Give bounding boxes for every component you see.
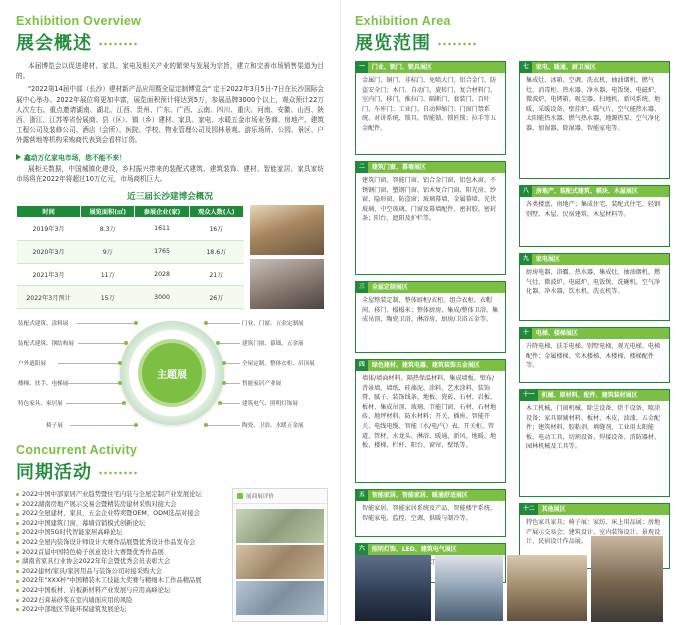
bullet-icon: [16, 532, 19, 535]
header-area: 展览面积(㎡): [81, 206, 135, 218]
list-item: 2022中国板材、岩板新材料产业发展与应用高峰论坛: [16, 586, 228, 596]
theme-label-right: 陶瓷、卫浴、水暖五金展: [242, 423, 304, 430]
stats-table: [16, 205, 244, 309]
scope-box: 二 建筑门窗、幕墙展区 建筑门窗、智能门窗、铝合金门窗、铝包木窗、不锈钢门窗、塑钢门窗、铝木复合门窗、阳光房、纱窗、隐形窗、防盗窗；玻璃幕墙、金属幕墙、光伏玻璃、中空玻璃、门窗及幕墙配件、密封胶、密封条；阳台、遮阳及护栏等。: [355, 161, 506, 275]
list-item: 湖南省家具行业协会2022年年会暨优秀会员表彰大会: [16, 557, 228, 567]
concurrent-title-cn: 同期活动: [16, 458, 324, 484]
theme-label-right: 智能家居产业展: [242, 381, 282, 388]
list-item: 2022石膏基砂浆在室内墙面应用的风险: [16, 596, 228, 606]
overview-title-en: Exhibition Overview: [16, 14, 142, 28]
bullet-icon: [16, 493, 19, 496]
stats-table-title: 近三届长沙建博会概况: [127, 192, 213, 203]
phone-header: 展商展评价: [233, 489, 327, 504]
exhibition-photo: [250, 205, 324, 255]
theme-center: 主题展: [142, 343, 202, 403]
header-visitors: 观众人数(人): [189, 206, 243, 218]
overview-paragraph-3: 展柜关数据，中国城镇化建设，乡村振兴带来的装配式建筑、建筑装饰、建材、智能家居、家具家纺市场将在2022年将超过10万亿元，市场商机巨大。: [16, 164, 324, 183]
scope-box: 七 家电、暖通、厨卫展区 集成灶、冰箱、空调、洗衣机、抽油烟机、燃气灶、消毒柜、热水器、净水器、电饭煲、电磁炉、微波炉、电烤箱、吸尘器、扫地机、新风系统、地暖、采暖设备、壁挂炉、暖气片、空气能热水器、太阳能热水器、燃气热水器、地源热泵、空气净化器、加湿器、除湿器、智能家电等。: [519, 61, 670, 179]
header-time: 时间: [17, 206, 81, 218]
scope-box: 六 照明灯饰、LED、建筑电气展区: [355, 543, 506, 583]
list-item: 2022中国中部家居产业趋势暨住宅内装与全屋定制产业发展论坛: [16, 490, 228, 500]
list-item: 2022首届中国特色椅子创意设计大赛暨优秀作品展: [16, 548, 228, 558]
scope-box: 十一 机械、原材料、配件、建筑装材展区 木工机械、门窗机械、除尘设备、烘干设备、喷涂设备；家具原辅材料、板材、木皮、油漆、五金配件；建筑材料、胶粘剂、填缝剂、工业用太阳能板、电动工具、切割设备、焊接设备、消防器材、园林机械及工具等。: [519, 389, 670, 497]
phone-photo: [236, 509, 324, 543]
table-row: 2019年3月 8.3万 1611 16万: [17, 218, 244, 241]
bullet-icon: [16, 560, 19, 563]
phone-photo: [236, 581, 324, 615]
theme-label-left: 装配式建筑、涂料展: [18, 321, 69, 328]
decorative-dots: [437, 42, 477, 46]
exhibition-photo: [250, 259, 324, 309]
list-item: 2022全屋内装饰设计师设计大赛作品展暨优秀设计作品发布会: [16, 538, 228, 548]
theme-label-right: 建筑电气、照明灯饰展: [242, 401, 298, 408]
overview-highlight: 鑫动万亿家电市场，您不能不来！: [16, 152, 324, 162]
decorative-dots: [98, 42, 138, 46]
list-item: 2022中国5G时代智能家居高峰论坛: [16, 528, 228, 538]
chat-icon: [237, 493, 243, 499]
bullet-icon: [16, 551, 19, 554]
bullet-icon: [16, 522, 19, 525]
theme-label-left: 装配式建筑、钢结构展: [18, 341, 74, 348]
header-exhibitors: 参展企业(家): [135, 206, 189, 218]
theme-label-left: 楼梯、扶手、电梯展: [18, 381, 69, 388]
overview-section: [16, 14, 324, 184]
scope-title-en: Exhibition Area: [355, 14, 451, 28]
bullet-icon: [16, 599, 19, 602]
phone-body: [233, 504, 327, 618]
list-item: 2022年"XXX杯"中国精装木工技能大奖赛与精细木工作品精品展: [16, 576, 228, 586]
scope-box: 四 绿色建材、建筑电器、建筑装饰五金展区 墙体/墙面材料、隔热保温材料、集成墙板、壁布/背景墙、墙纸、硅藻泥、涂料、艺术涂料、装饰膏、腻子、装饰线条、地板、瓷砖、石材、岩板、板材、集成吊顶、玻璃、节能门窗、石材、石材地砖、地坪材料、防水材料；开关、插座、智能开关、电线电缆、智能（水/电/气）表、开关柜、管道、管材、水龙头、淋浴、暖通、新风、地暖、地板、楼梯、栏杆、阳台、窗帘、壁纸等。: [355, 359, 506, 483]
scope-box: 十二 其他展区 特色家具家具；椅子展：家纺、床上用品展；房地产展示交易会；建筑设计、室内装饰设计、景观设计、民宿设计作品展。: [519, 503, 670, 569]
exhibition-photo: [435, 555, 503, 621]
exhibition-photo: [507, 555, 587, 621]
overview-title-cn: 展会概述: [16, 29, 324, 55]
scope-title-cn: 展览范围: [355, 29, 674, 55]
concurrent-title-en: Concurrent Activity: [16, 443, 138, 458]
bullet-icon: [16, 608, 19, 611]
list-item: 2022湖南房地产展示交易会暨精装房建材采购对接大会: [16, 500, 228, 510]
scope-box: 三 全屋定制展区 全屋整装定制、整体厨柜/衣柜、组合衣柜、衣帽间、移门、榻榻米；整体厨房、集成/整体卫浴、集成吊顶、陶瓷卫浴、淋浴房、厨房/卫浴五金等。: [355, 281, 506, 353]
phone-screenshot: [232, 488, 328, 622]
theme-label-left: 特色家具、家居展: [18, 401, 63, 408]
stats-header-row: [17, 206, 244, 218]
scope-box: 十 电梯、楼梯展区 升降电梯、扶手电梯、别墅电梯、观光电梯、电梯配件；金属楼梯、实木楼梯、木楼梯、楼梯配件等。: [519, 327, 670, 383]
theme-label-left: 椅子展: [46, 423, 63, 430]
theme-label-right: 门业、门窗、五金定制展: [242, 321, 304, 328]
bullet-icon: [16, 570, 19, 573]
list-item: 2022全屋建材、家具、五金企业特卖暨OEM、ODM选品对接会: [16, 509, 228, 519]
table-row: 2021年3月 11万 2028 21万: [17, 263, 244, 286]
exhibition-photo: [591, 536, 663, 622]
phone-photo: [236, 545, 324, 579]
theme-diagram: [16, 315, 324, 437]
table-row: 2020年3月 9万 1765 18.6万: [17, 240, 244, 263]
list-item: 2022中国建筑门窗、幕墙营销模式创新论坛: [16, 519, 228, 529]
exhibition-photo: [355, 555, 431, 621]
triangle-bullet-icon: [16, 154, 21, 160]
scope-box: 八 房地产、装配式建筑、模块、木屋展区 各类楼盘、房地产；集成住宅、装配式住宅、轻钢别墅、木屋、民宿建筑、木屋材料等。: [519, 185, 670, 247]
theme-label-right: 全屋定制、整体衣柜、吊顶展: [242, 361, 315, 368]
bullet-icon: [16, 589, 19, 592]
right-column: [340, 0, 680, 625]
scope-box: 五 智能家居、智能家居、暖通舒适展区 智能家居、智能家居系统及产品、智能楼宇系统、智能家电、监控、空调、供暖与制冷等。: [355, 489, 506, 537]
bullet-icon: [16, 541, 19, 544]
bullet-icon: [16, 513, 19, 516]
overview-paragraph-1: 本届博览会以促进建材、家具、家电及相关产业的繁荣与发展为宗旨，建立和完善市场销售渠道为目的。: [16, 62, 324, 81]
scope-box: 九 家电展区 厨房电器、浴霸、热水器、集成灶、抽油烟机、燃气灶、微波炉、电磁炉、电饭煲、洗碗机、空气净化器、净水器、饮水机、洗衣机等。: [519, 253, 670, 321]
decorative-dots: [98, 471, 138, 475]
stats-section: [16, 190, 324, 309]
bullet-icon: [16, 580, 19, 583]
list-item: 2022建材/家具/家居用品与装饰公司对接采购大会: [16, 567, 228, 577]
overview-paragraph-2: "2022第14届中部（长沙）建材新产品应用暨全屋定制博览会" 定于2022年3月5日-7日在长沙国际会展中心举办。2022年展位将更加丰富，展览面积预计将达到5万，参展品牌3000个以上，观众预计22万人次左右。重点邀请湖南、湖北、江西、贵州、广东、广西、云南、四川、重庆、河南、安徽、山西、陕西、浙江、江苏等省份展商、县（区）、镇（乡）建材、家具、家电、水暖五金市场业务商、房地产、建筑工程公司及装修公司、酒店（会所）、医院、学校、物业管理公司及园林景观、游乐场所、公园、景区、户外露营地等机构采购商代表到会看样订货。: [16, 85, 324, 145]
table-row: 2022年3月预计 15万 3000 26万: [17, 286, 244, 309]
theme-label-left: 户外遮阳展: [18, 361, 46, 368]
theme-label-right: 建筑门窗、幕墙、五金展: [242, 341, 304, 348]
list-item: 2022中部地区节能环保建筑发展论坛: [16, 605, 228, 615]
bullet-icon: [16, 503, 19, 506]
scope-box: 一 门业、锁门、锁具展区 金属门、铜门、非标门、免喷大门、铝合金门、防盗安全门；木门、自动门、旋转门、复合材料门、室内门、移门、推拉门、隔断门、套装门、百叶门、车库门；工业门、自动伸缩门；门窗门禁系统、对讲系统、锁具、智能锁、锁匠锁；拉手等五金配件。: [355, 61, 506, 155]
activity-list: [16, 490, 228, 615]
